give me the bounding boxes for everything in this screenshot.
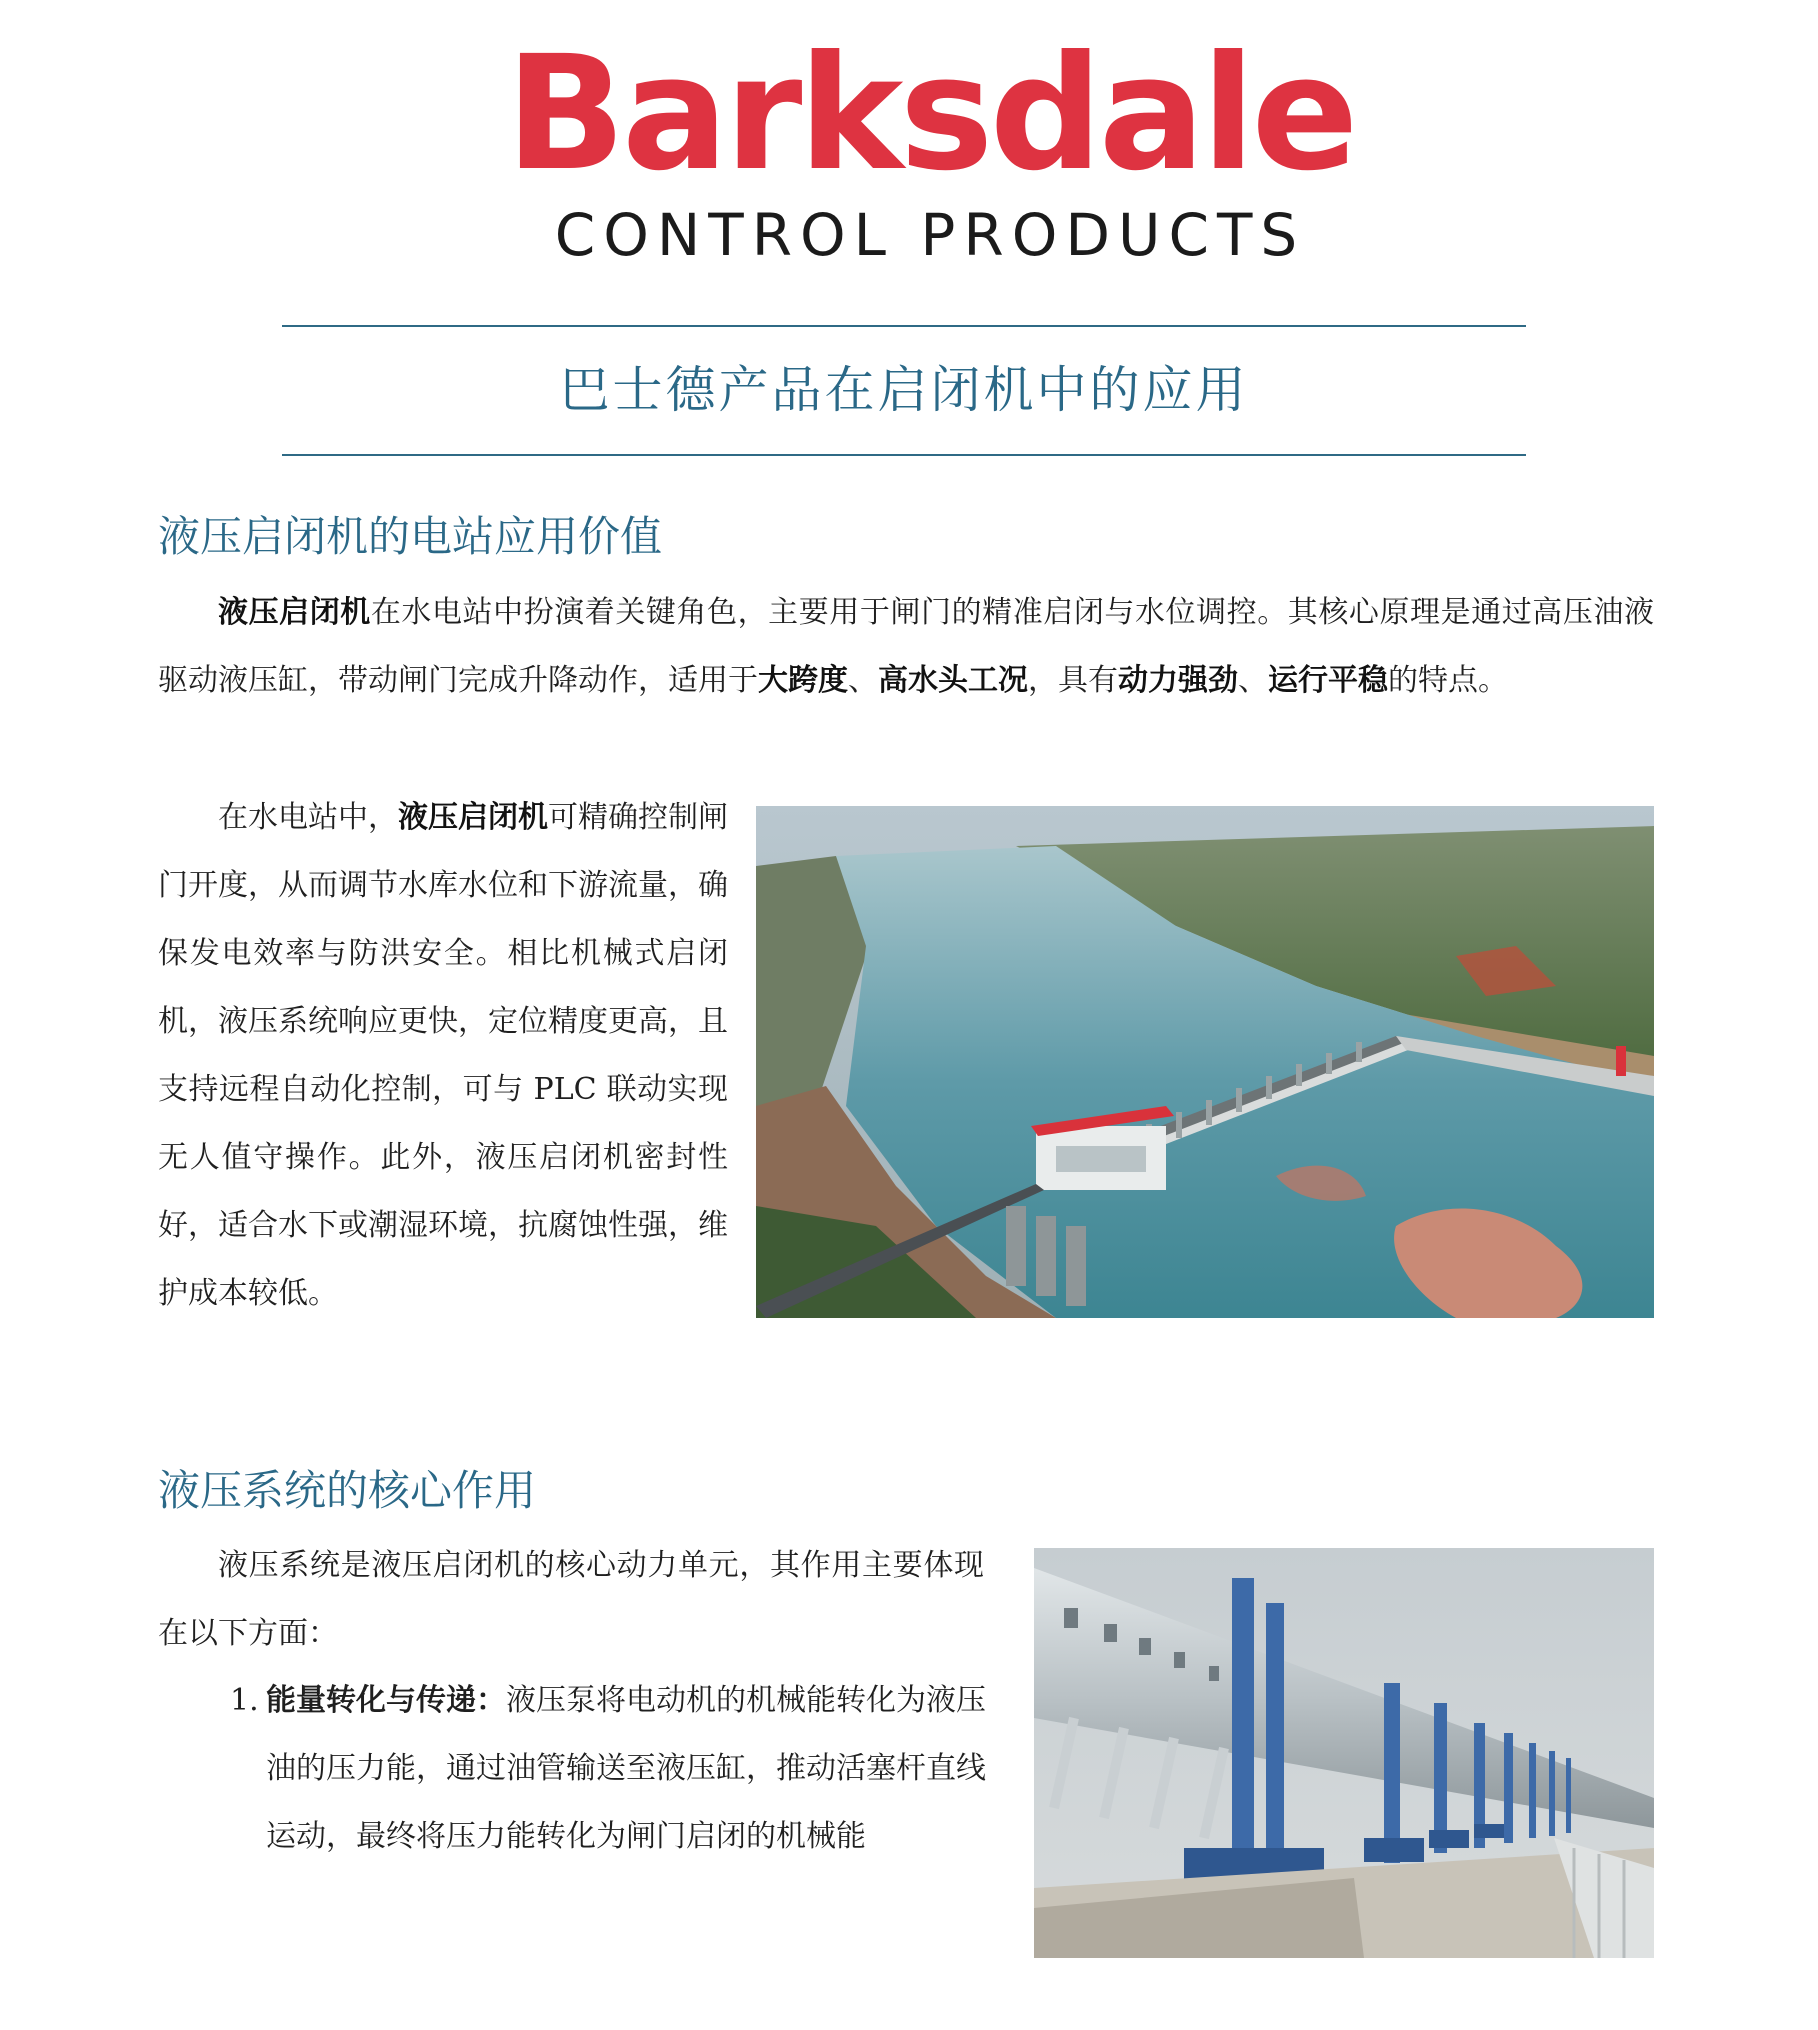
title-rule-bottom [282, 454, 1526, 456]
list-item-energy-conversion [230, 1667, 1000, 1871]
logo-tagline: CONTROL PRODUCTS [554, 201, 1306, 269]
section1-paragraph-1: 液压启闭机在水电站中扮演着关键角色，主要用于闸门的精准启闭与水位调控。其核心原理是通过高压油液驱动液压缸，带动闸门完成升降动作，适用于大跨度、高水头工况，具有动力强劲、运行平稳的特点。 [158, 595, 1655, 698]
section-heading-core-role: 液压系统的核心作用 [158, 1466, 537, 1515]
list-item-number: 1. [230, 1683, 259, 1718]
section1-paragraph-2: 在水电站中，液压启闭机可精确控制闸门开度，从而调节水库水位和下游流量，确保发电效率与防洪安全。相比机械式启闭机，液压系统响应更快，定位精度更高，且支持远程自动化控制，可与 PLC 联动实现无人值守操作。此外，液压启闭机密封性好，适合水下或潮湿环境，抗腐蚀性强，维护成本较低。 [158, 800, 728, 1311]
logo-wordmark: Barksdale [505, 22, 1355, 206]
list-item-label: 能量转化与传递： [266, 1683, 506, 1718]
section-heading-application-value: 液压启闭机的电站应用价值 [158, 512, 663, 561]
list-item-text: 液压泵将电动机的机械能转化为液压油的压力能，通过油管输送至液压缸，推动活塞杆直线运动，最终将压力能转化为闸门启闭的机械能 [266, 1683, 986, 1854]
section2-intro: 液压系统是液压启闭机的核心动力单元，其作用主要体现在以下方面： [158, 1548, 984, 1651]
hydropower-station-aerial-photo [756, 806, 1654, 1318]
barksdale-logo [490, 22, 1370, 270]
hydraulic-hoist-cylinders-photo [1034, 1548, 1654, 1958]
document-title: 巴士德产品在启闭机中的应用 [559, 361, 1249, 419]
title-rule-top [282, 325, 1526, 327]
